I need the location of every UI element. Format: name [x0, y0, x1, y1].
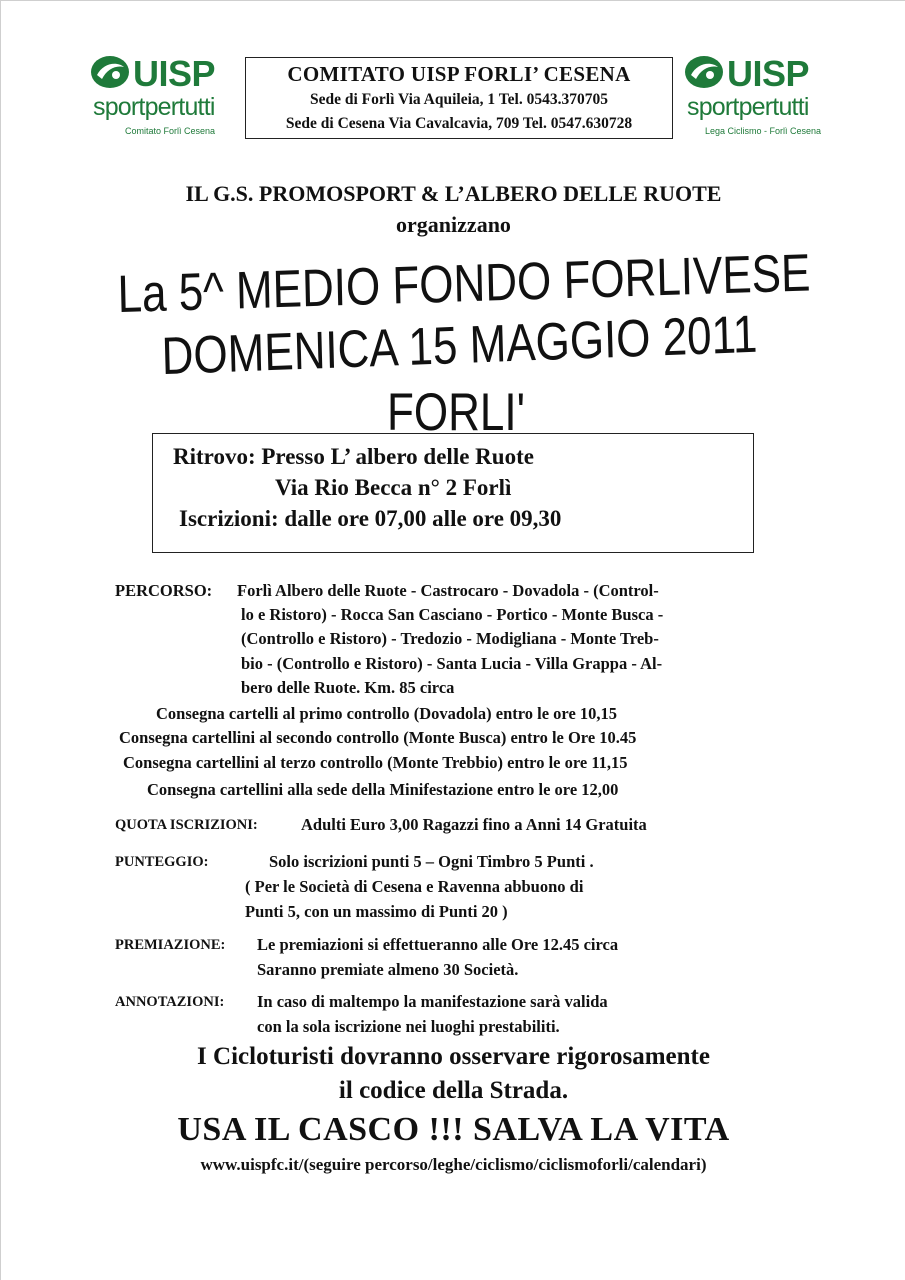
score-line: Solo iscrizioni punti 5 – Ogni Timbro 5 Punti .	[269, 852, 594, 871]
route-line: (Controllo e Ristoro) - Tredozio - Modigliana - Monte Treb-	[241, 629, 659, 648]
uisp-brand	[89, 51, 249, 95]
logo-tagline: sportpertutti	[93, 93, 215, 121]
committee-cesena-address: Sede di Cesena Via Cavalcavia, 709 Tel. 0547.630728	[285, 115, 633, 132]
event-title: La 5^ MEDIO FONDO FORLIVESE	[116, 243, 811, 325]
uisp-logo-left	[89, 51, 249, 141]
notes-line: con la sola iscrizione nei luoghi prestabiliti.	[257, 1017, 560, 1036]
notes-line: In caso di maltempo la manifestazione sarà valida	[257, 992, 608, 1011]
committee-forli-address: Sede di Forlì Via Aquileia, 1 Tel. 0543.370705	[310, 91, 608, 108]
logo-tagline: sportpertutti	[687, 93, 809, 121]
website-url: www.uispfc.it/(seguire percorso/leghe/ciclismo/ciclismoforli/calendari)	[200, 1155, 707, 1174]
meeting-info-box	[152, 433, 754, 553]
closing-line: I Cicloturisti dovranno osservare rigorosamente	[197, 1043, 710, 1070]
route-label: PERCORSO:	[115, 581, 213, 600]
meeting-place: Ritrovo: Presso L’ albero delle Ruote	[173, 444, 534, 469]
committee-title: COMITATO UISP FORLI’ CESENA	[287, 62, 631, 86]
notes-label: ANNOTAZIONI:	[115, 994, 225, 1010]
route-line: Forlì Albero delle Ruote - Castrocaro - Dovadola - (Control-	[237, 581, 659, 600]
delivery-line: Consegna cartellini al terzo controllo (Monte Trebbio) entro le ore 11,15	[123, 753, 628, 772]
committee-box	[245, 57, 673, 139]
closing-line: il codice della Strada.	[338, 1077, 569, 1104]
delivery-line: Consegna cartelli al primo controllo (Dovadola) entro le ore 10,15	[156, 704, 618, 723]
awards-label: PREMIAZIONE:	[115, 937, 226, 953]
score-line: ( Per le Società di Cesena e Ravenna abbuono di	[245, 877, 584, 896]
delivery-line: Consegna cartellini al secondo controllo (Monte Busca) entro le Ore 10.45	[119, 728, 637, 747]
fee-label: QUOTA ISCRIZIONI:	[115, 817, 258, 833]
organizers-verb: organizzano	[396, 212, 511, 237]
logo-subtitle: Lega Ciclismo - Forlì Cesena	[705, 126, 822, 136]
registration-hours: Iscrizioni: dalle ore 07,00 alle ore 09,30	[179, 506, 562, 531]
route-line: bero delle Ruote. Km. 85 circa	[241, 678, 455, 697]
brand-word: UISP	[727, 53, 810, 94]
route-line: lo e Ristoro) - Rocca San Casciano - Portico - Monte Busca -	[241, 605, 664, 624]
awards-line: Saranno premiate almeno 30 Società.	[257, 960, 519, 979]
score-label: PUNTEGGIO:	[115, 854, 209, 870]
delivery-line: Consegna cartellini alla sede della Minifestazione entro le ore 12,00	[147, 780, 619, 799]
event-date: DOMENICA 15 MAGGIO 2011	[160, 304, 758, 387]
organizers-line: IL G.S. PROMOSPORT & L’ALBERO DELLE RUOTE	[185, 181, 722, 206]
logo-subtitle: Comitato Forlì Cesena	[125, 126, 216, 136]
helmet-slogan: USA IL CASCO !!! SALVA LA VITA	[177, 1111, 730, 1148]
brand-word: UISP	[133, 53, 216, 94]
meeting-address: Via Rio Becca n° 2 Forlì	[275, 475, 512, 500]
route-line: bio - (Controllo e Ristoro) - Santa Lucia - Villa Grappa - Al-	[241, 654, 663, 673]
uisp-emblem-icon	[89, 53, 131, 91]
awards-line: Le premiazioni si effettueranno alle Ore 12.45 circa	[257, 935, 619, 954]
uisp-logo-right	[683, 51, 843, 141]
score-line: Punti 5, con un massimo di Punti 20 )	[245, 902, 508, 921]
event-city: FORLI'	[387, 383, 525, 443]
uisp-emblem-icon	[683, 53, 725, 91]
fee-text: Adulti Euro 3,00 Ragazzi fino a Anni 14 Gratuita	[301, 815, 647, 834]
uisp-brand	[683, 51, 843, 95]
